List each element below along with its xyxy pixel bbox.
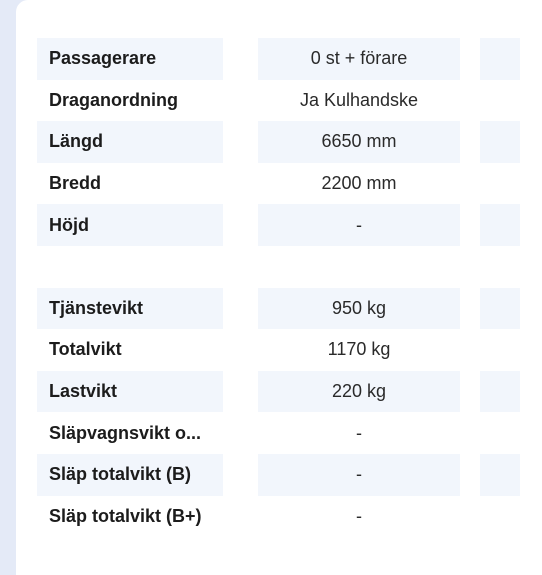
spec-value: 2200 mm: [321, 173, 397, 194]
spec-extra-cell: [480, 371, 520, 413]
spec-extra-cell: [480, 38, 520, 80]
spec-label: Draganordning: [49, 89, 178, 110]
spec-table: [37, 38, 542, 537]
spec-row-length: [37, 121, 542, 163]
spec-label: Släp totalvikt (B): [37, 454, 223, 496]
spec-label: Lastvikt: [37, 371, 223, 413]
spec-extra-cell: [480, 288, 520, 330]
spec-label: Släpvagnsvikt o...: [49, 422, 202, 443]
spec-value: -: [356, 422, 362, 443]
spec-row-load-weight: [37, 371, 542, 413]
spec-row-passengers: [37, 38, 542, 80]
spec-row-trailer-total-b: [37, 454, 542, 496]
spec-row-towbar: [37, 80, 542, 122]
spec-value: 6650 mm: [258, 121, 460, 163]
spec-label: Släp totalvikt (B+): [49, 505, 202, 526]
spec-label: Tjänstevikt: [37, 288, 223, 330]
spec-value: -: [258, 454, 460, 496]
spec-extra-cell: [480, 454, 520, 496]
spec-extra-cell: [480, 121, 520, 163]
spec-value: 950 kg: [258, 288, 460, 330]
spec-row-total-weight: [37, 329, 542, 371]
spec-label: Totalvikt: [49, 339, 122, 360]
spec-value: 0 st + förare: [258, 38, 460, 80]
spec-row-curb-weight: [37, 288, 542, 330]
spec-card: [16, 0, 542, 575]
spec-value: 1170 kg: [327, 339, 391, 360]
spec-row-trailer-weight: [37, 412, 542, 454]
spec-label: Bredd: [49, 173, 102, 194]
spec-value: 220 kg: [258, 371, 460, 413]
spec-value: -: [356, 505, 362, 526]
spec-value: Ja Kulhandske: [299, 89, 419, 110]
spec-row-height: [37, 204, 542, 246]
spec-label: Höjd: [37, 204, 223, 246]
spec-extra-cell: [480, 204, 520, 246]
spec-row-width: [37, 163, 542, 205]
spec-label: Längd: [37, 121, 223, 163]
spec-value: -: [258, 204, 460, 246]
spec-label: Passagerare: [37, 38, 223, 80]
spec-row-trailer-total-bplus: [37, 496, 542, 538]
